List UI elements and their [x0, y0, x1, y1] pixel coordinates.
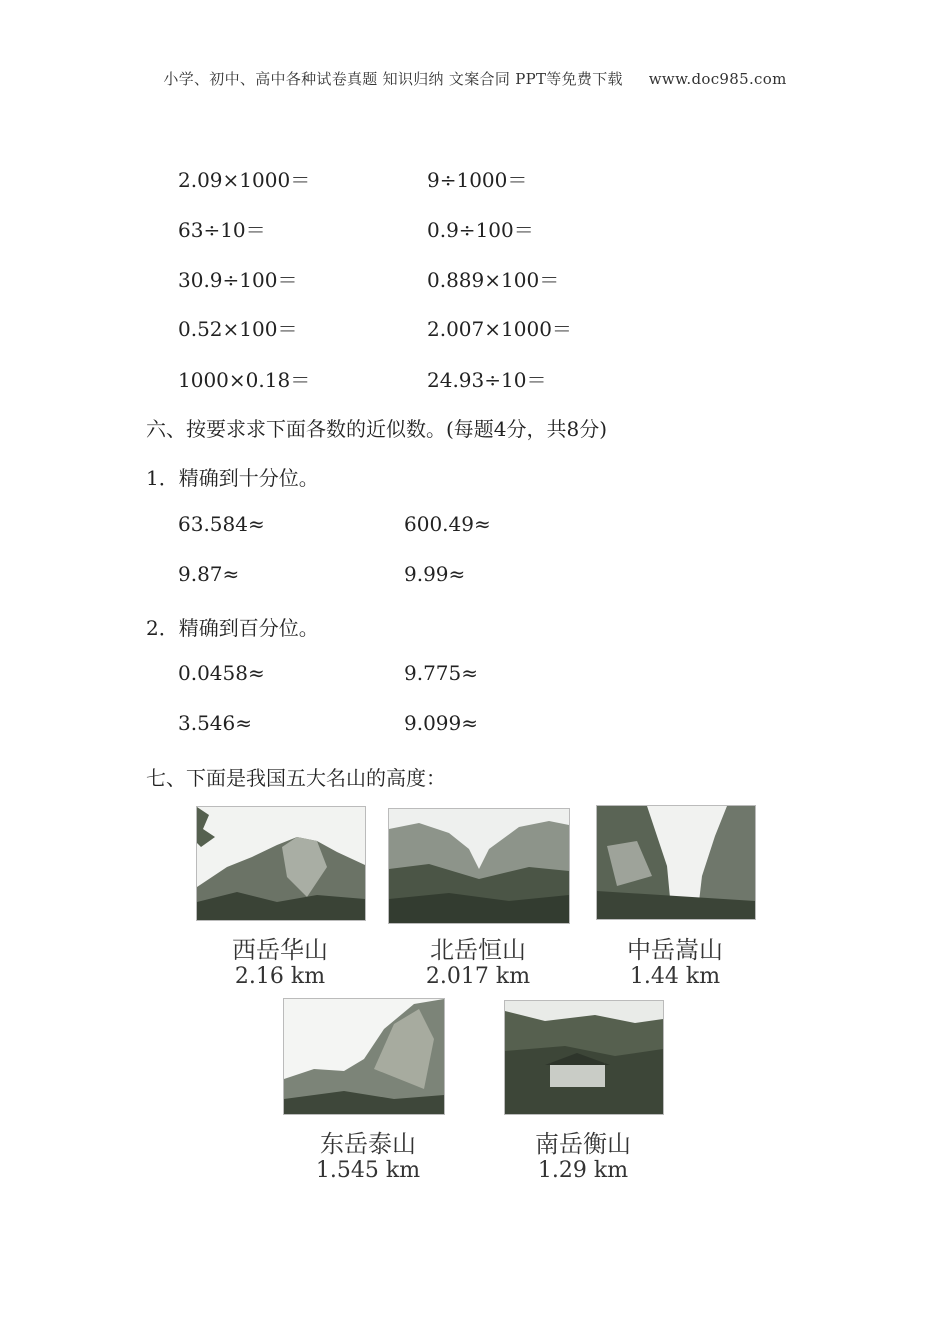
- mountain-name: 北岳恒山: [430, 936, 526, 964]
- calc-item: 24.93÷10＝: [427, 368, 547, 392]
- calc-item: 2.09×1000＝: [178, 168, 311, 192]
- hengshan-south-photo: [504, 1000, 664, 1115]
- section6-title: 六、按要求求下面各数的近似数。(每题4分，共8分): [146, 417, 608, 441]
- approx-item: 3.546≈: [178, 711, 253, 735]
- calc-item: 2.007×1000＝: [427, 317, 572, 341]
- calc-item: 63÷10＝: [178, 218, 266, 242]
- mountain-height: 1.44 km: [629, 964, 721, 989]
- approx-item: 9.099≈: [404, 711, 479, 735]
- calc-item: 30.9÷100＝: [178, 268, 298, 292]
- calc-item: 1000×0.18＝: [178, 368, 311, 392]
- calc-item: 0.9÷100＝: [427, 218, 534, 242]
- header-url: www.doc985.com: [648, 70, 787, 88]
- mountain-height: 1.545 km: [315, 1158, 421, 1183]
- approx-item: 9.87≈: [178, 562, 240, 586]
- approx-item: 600.49≈: [404, 512, 491, 536]
- mountain-height: 2.16 km: [234, 964, 326, 989]
- mountain-name: 中岳嵩山: [627, 936, 723, 964]
- mountain-height: 1.29 km: [537, 1158, 629, 1183]
- mountain-name: 西岳华山: [232, 936, 328, 964]
- page-header: [0, 68, 950, 89]
- mountain-name: 东岳泰山: [320, 1130, 416, 1158]
- huashan-photo: [196, 806, 366, 921]
- section6-part1-title: 1．精确到十分位。: [146, 466, 319, 490]
- calc-item: 0.889×100＝: [427, 268, 560, 292]
- hengshan-north-photo: [388, 808, 570, 924]
- taishan-photo: [283, 998, 445, 1115]
- approx-item: 0.0458≈: [178, 661, 265, 685]
- calc-item: 9÷1000＝: [427, 168, 528, 192]
- approx-item: 9.775≈: [404, 661, 479, 685]
- section7-title: 七、下面是我国五大名山的高度：: [146, 766, 446, 790]
- header-text: 小学、初中、高中各种试卷真题 知识归纳 文案合同 PPT等免费下载: [163, 70, 623, 88]
- approx-item: 9.99≈: [404, 562, 466, 586]
- songshan-photo: [596, 805, 756, 920]
- section6-part2-title: 2．精确到百分位。: [146, 616, 319, 640]
- calc-item: 0.52×100＝: [178, 317, 298, 341]
- mountain-height: 2.017 km: [425, 964, 531, 989]
- mountain-name: 南岳衡山: [535, 1130, 631, 1158]
- approx-item: 63.584≈: [178, 512, 265, 536]
